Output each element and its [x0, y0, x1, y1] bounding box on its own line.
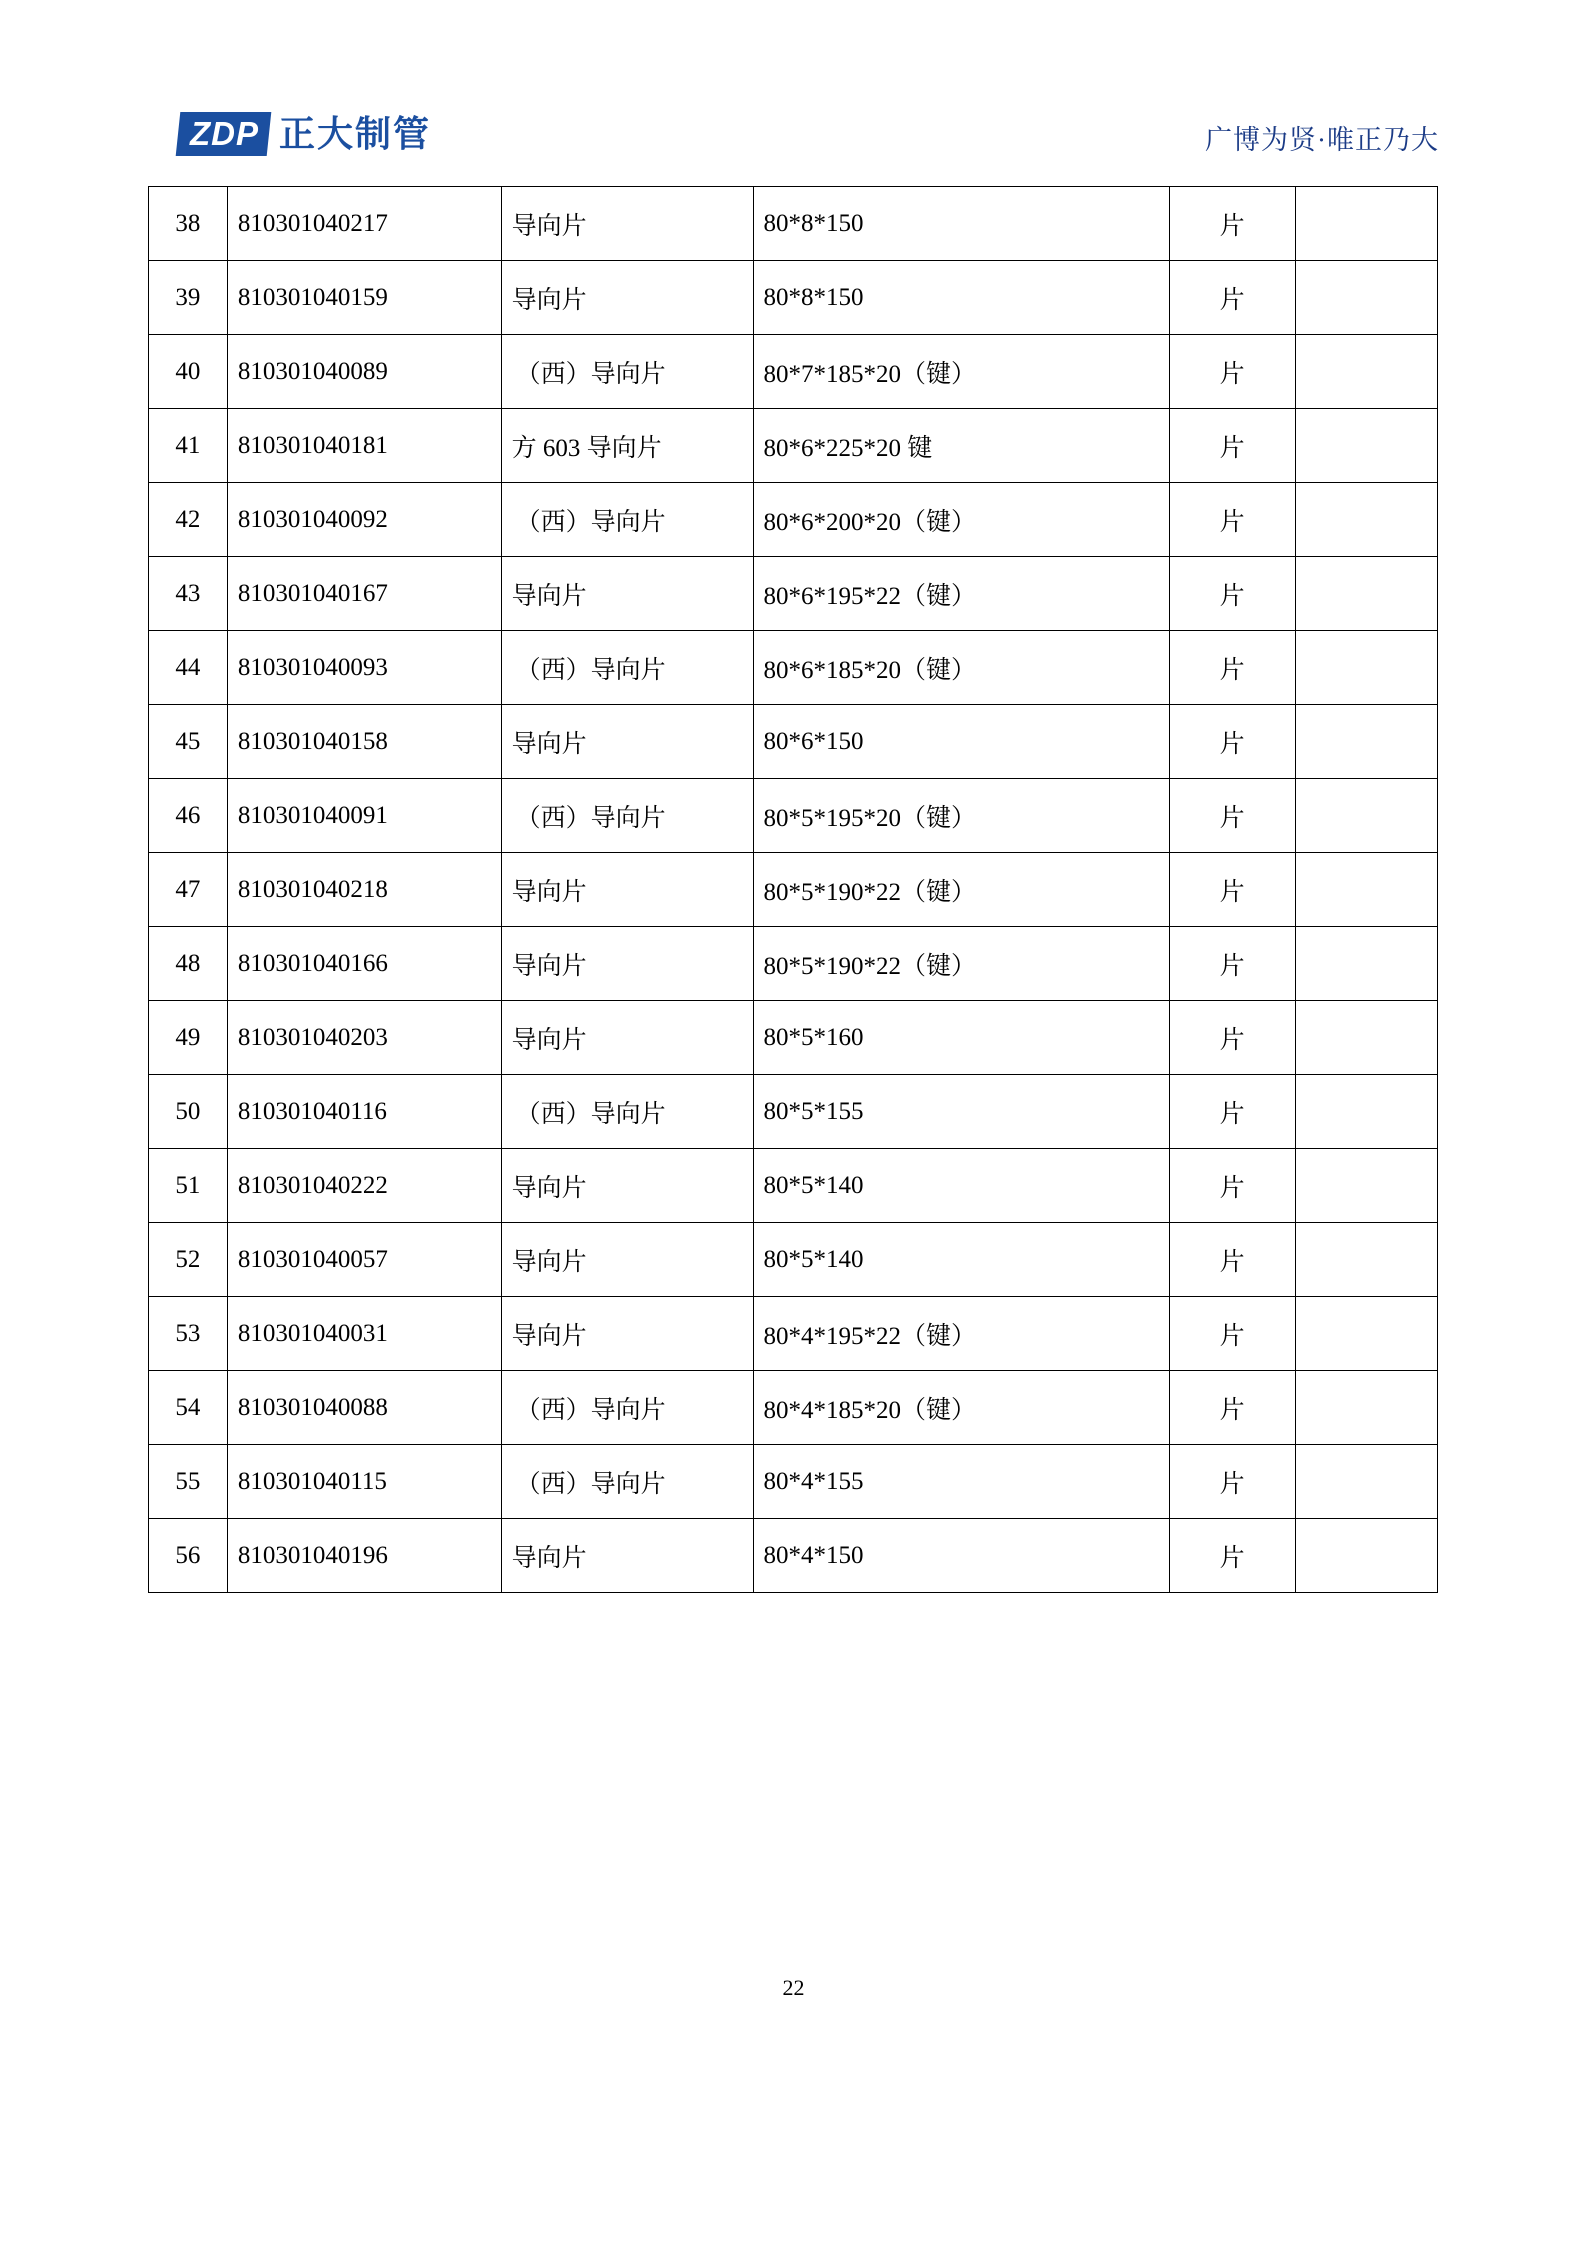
cell-quantity: [1295, 927, 1437, 1001]
page-number: 22: [782, 1975, 805, 2000]
cell-name: 导向片: [501, 927, 753, 1001]
cell-code: 810301040115: [227, 1445, 501, 1519]
cell-quantity: [1295, 335, 1437, 409]
cell-code: 810301040031: [227, 1297, 501, 1371]
cell-spec: 80*5*195*20（键）: [753, 779, 1169, 853]
parts-table-container: [148, 186, 1438, 1593]
cell-name: （西）导向片: [501, 1075, 753, 1149]
cell-spec: 80*4*150: [753, 1519, 1169, 1593]
cell-unit: 片: [1169, 557, 1295, 631]
table-row: [149, 335, 1438, 409]
cell-spec: 80*5*140: [753, 1149, 1169, 1223]
table-row: [149, 1297, 1438, 1371]
table-row: [149, 779, 1438, 853]
cell-unit: 片: [1169, 187, 1295, 261]
company-logo: [178, 112, 431, 156]
cell-index: 39: [149, 261, 228, 335]
cell-unit: 片: [1169, 1149, 1295, 1223]
cell-quantity: [1295, 631, 1437, 705]
cell-quantity: [1295, 705, 1437, 779]
cell-code: 810301040196: [227, 1519, 501, 1593]
cell-unit: 片: [1169, 927, 1295, 1001]
table-row: [149, 1371, 1438, 1445]
cell-unit: 片: [1169, 1223, 1295, 1297]
cell-unit: 片: [1169, 631, 1295, 705]
cell-index: 47: [149, 853, 228, 927]
cell-unit: 片: [1169, 261, 1295, 335]
cell-quantity: [1295, 853, 1437, 927]
cell-spec: 80*5*160: [753, 1001, 1169, 1075]
cell-index: 46: [149, 779, 228, 853]
cell-name: 导向片: [501, 1297, 753, 1371]
cell-quantity: [1295, 409, 1437, 483]
cell-index: 45: [149, 705, 228, 779]
cell-index: 40: [149, 335, 228, 409]
table-row: [149, 557, 1438, 631]
cell-name: （西）导向片: [501, 631, 753, 705]
cell-name: （西）导向片: [501, 1445, 753, 1519]
cell-spec: 80*6*225*20 键: [753, 409, 1169, 483]
cell-unit: 片: [1169, 853, 1295, 927]
cell-index: 41: [149, 409, 228, 483]
cell-unit: 片: [1169, 335, 1295, 409]
table-row: [149, 1223, 1438, 1297]
cell-spec: 80*4*195*22（键）: [753, 1297, 1169, 1371]
table-row: [149, 927, 1438, 1001]
cell-index: 50: [149, 1075, 228, 1149]
cell-spec: 80*6*195*22（键）: [753, 557, 1169, 631]
cell-code: 810301040166: [227, 927, 501, 1001]
cell-code: 810301040089: [227, 335, 501, 409]
cell-code: 810301040158: [227, 705, 501, 779]
cell-code: 810301040203: [227, 1001, 501, 1075]
cell-spec: 80*6*200*20（键）: [753, 483, 1169, 557]
cell-spec: 80*5*155: [753, 1075, 1169, 1149]
cell-name: 导向片: [501, 1519, 753, 1593]
cell-unit: 片: [1169, 1297, 1295, 1371]
cell-spec: 80*7*185*20（键）: [753, 335, 1169, 409]
cell-quantity: [1295, 1371, 1437, 1445]
cell-name: 方 603 导向片: [501, 409, 753, 483]
page-footer: [0, 1975, 1587, 2001]
cell-unit: 片: [1169, 1075, 1295, 1149]
cell-unit: 片: [1169, 705, 1295, 779]
cell-quantity: [1295, 1075, 1437, 1149]
cell-spec: 80*5*190*22（键）: [753, 927, 1169, 1001]
cell-index: 53: [149, 1297, 228, 1371]
table-row: [149, 187, 1438, 261]
cell-name: （西）导向片: [501, 1371, 753, 1445]
cell-quantity: [1295, 261, 1437, 335]
cell-unit: 片: [1169, 483, 1295, 557]
cell-index: 44: [149, 631, 228, 705]
cell-name: （西）导向片: [501, 483, 753, 557]
table-row: [149, 261, 1438, 335]
cell-spec: 80*6*150: [753, 705, 1169, 779]
table-row: [149, 1445, 1438, 1519]
cell-code: 810301040217: [227, 187, 501, 261]
cell-quantity: [1295, 1297, 1437, 1371]
cell-quantity: [1295, 1223, 1437, 1297]
cell-index: 56: [149, 1519, 228, 1593]
cell-name: 导向片: [501, 1223, 753, 1297]
cell-index: 38: [149, 187, 228, 261]
cell-index: 55: [149, 1445, 228, 1519]
company-slogan: 广博为贤·唯正乃大: [1205, 125, 1439, 155]
cell-quantity: [1295, 779, 1437, 853]
cell-spec: 80*4*155: [753, 1445, 1169, 1519]
cell-code: 810301040159: [227, 261, 501, 335]
table-row: [149, 409, 1438, 483]
cell-spec: 80*6*185*20（键）: [753, 631, 1169, 705]
logo-mark-zdp: [176, 112, 272, 156]
cell-code: 810301040093: [227, 631, 501, 705]
cell-name: （西）导向片: [501, 779, 753, 853]
cell-code: 810301040222: [227, 1149, 501, 1223]
cell-spec: 80*5*140: [753, 1223, 1169, 1297]
cell-index: 52: [149, 1223, 228, 1297]
cell-index: 43: [149, 557, 228, 631]
cell-index: 51: [149, 1149, 228, 1223]
cell-spec: 80*4*185*20（键）: [753, 1371, 1169, 1445]
page-header: [178, 112, 1439, 174]
cell-unit: 片: [1169, 779, 1295, 853]
table-row: [149, 1519, 1438, 1593]
cell-code: 810301040057: [227, 1223, 501, 1297]
table-row: [149, 1149, 1438, 1223]
cell-unit: 片: [1169, 1371, 1295, 1445]
cell-quantity: [1295, 187, 1437, 261]
cell-unit: 片: [1169, 1519, 1295, 1593]
table-row: [149, 1001, 1438, 1075]
cell-name: 导向片: [501, 557, 753, 631]
cell-quantity: [1295, 1149, 1437, 1223]
cell-unit: 片: [1169, 1445, 1295, 1519]
cell-name: 导向片: [501, 261, 753, 335]
cell-unit: 片: [1169, 409, 1295, 483]
cell-quantity: [1295, 1445, 1437, 1519]
cell-name: （西）导向片: [501, 335, 753, 409]
cell-name: 导向片: [501, 853, 753, 927]
table-row: [149, 631, 1438, 705]
cell-code: 810301040091: [227, 779, 501, 853]
cell-code: 810301040088: [227, 1371, 501, 1445]
cell-index: 48: [149, 927, 228, 1001]
cell-spec: 80*8*150: [753, 261, 1169, 335]
parts-table-body: [149, 187, 1438, 1593]
cell-index: 49: [149, 1001, 228, 1075]
logo-mark-text: ZDP: [190, 115, 259, 152]
parts-table: [148, 186, 1438, 1593]
cell-unit: 片: [1169, 1001, 1295, 1075]
cell-code: 810301040218: [227, 853, 501, 927]
cell-code: 810301040092: [227, 483, 501, 557]
cell-name: 导向片: [501, 1149, 753, 1223]
cell-index: 42: [149, 483, 228, 557]
table-row: [149, 853, 1438, 927]
cell-code: 810301040181: [227, 409, 501, 483]
cell-name: 导向片: [501, 187, 753, 261]
cell-code: 810301040116: [227, 1075, 501, 1149]
cell-spec: 80*8*150: [753, 187, 1169, 261]
table-row: [149, 1075, 1438, 1149]
cell-name: 导向片: [501, 1001, 753, 1075]
cell-index: 54: [149, 1371, 228, 1445]
cell-spec: 80*5*190*22（键）: [753, 853, 1169, 927]
table-row: [149, 483, 1438, 557]
cell-quantity: [1295, 483, 1437, 557]
table-row: [149, 705, 1438, 779]
cell-name: 导向片: [501, 705, 753, 779]
cell-quantity: [1295, 1519, 1437, 1593]
cell-code: 810301040167: [227, 557, 501, 631]
cell-quantity: [1295, 1001, 1437, 1075]
cell-quantity: [1295, 557, 1437, 631]
logo-company-name: 正大制管: [279, 113, 432, 154]
